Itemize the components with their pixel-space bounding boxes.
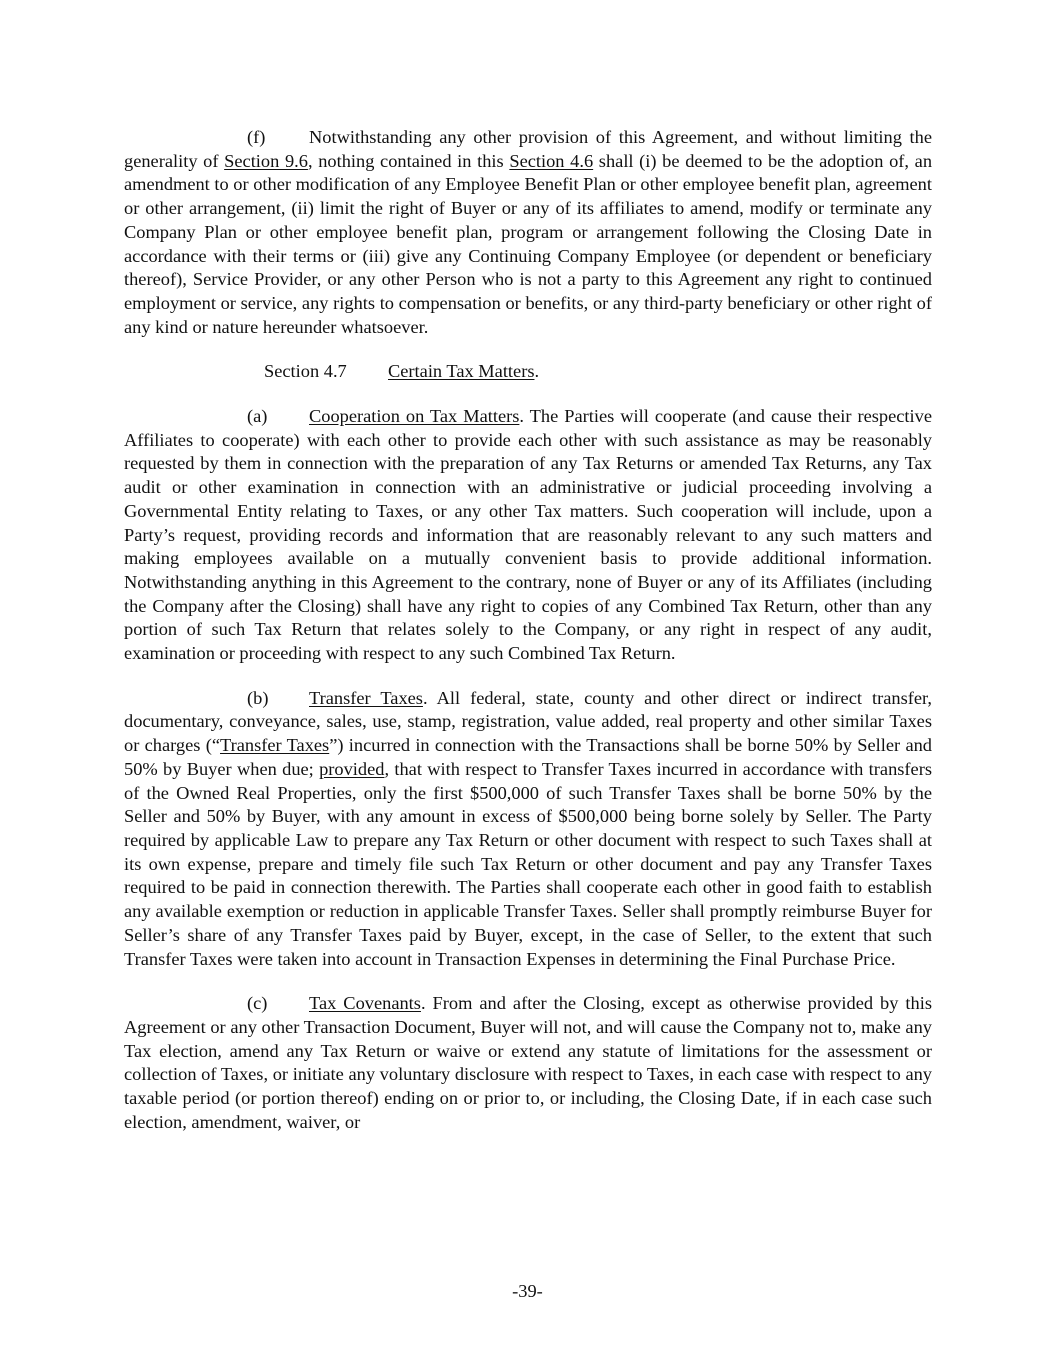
clause-title-a: Cooperation on Tax Matters — [309, 406, 520, 427]
clause-label-f: (f) — [247, 127, 266, 147]
paragraph-c — [124, 992, 932, 1134]
clause-label-c: (c) — [247, 993, 268, 1014]
clause-title-b: Transfer Taxes — [309, 687, 423, 708]
paragraph-f-text-3: shall (i) be deemed to be the adoption of, an amendment to or other modification of any Employee Benefit Plan or other employee benefit plan, agreement or other arrangement, (ii) limit the right of Buyer or any of its affiliates to amend, modify or terminate any Company Plan or other employee benefit plan, program or arrangement following the Closing Date in accordance with their terms or (iii) give any Continuing Company Employee (or dependent or beneficiary thereof), Service Provider, or any other Person who is not a party to this Agreement any right to continued employment or service, any rights to compensation or benefits, or any third-party beneficiary or other right of any kind or nature hereunder whatsoever. — [124, 150, 933, 337]
section-number: Section 4.7 — [264, 361, 347, 382]
page-number: -39- — [512, 1281, 543, 1301]
section-title: Certain Tax Matters — [388, 361, 535, 382]
section-reference-4-6: Section 4.6 — [509, 150, 594, 171]
paragraph-b — [124, 687, 932, 971]
paragraph-c-text: . From and after the Closing, except as otherwise provided by this Agreement or any other Transaction Document, Buyer will not, and will cause the Company not to, make any Tax election, amend any Tax Return or waive or extend any statute of limitations for the assessment or collection of Taxes, or initiate any voluntary disclosure with respect to Taxes, in each case with respect to any taxable period (or portion thereof) ending on or prior to, or including, the Closing Date, if in each case such election, amendment, waiver, or — [124, 993, 933, 1132]
paragraph-f-text-2: , nothing contained in this — [307, 150, 510, 171]
paragraph-a-text: . The Parties will cooperate (and cause their respective Affiliates to cooperate) with each other to provide each other with such assistance as may be reasonably requested by them in connection with the preparation of any Tax Returns or amended Tax Returns, any Tax audit or other examination in connection with an administrative or judicial proceeding involving a Governmental Entity relating to Taxes, or any other Tax matters. Such cooperation will include, upon a Party’s request, providing records and information that are reasonably relevant to any such matters and making employees available on a mutually convenient basis to provide additional information. Notwithstanding anything in this Agreement to the contrary, none of Buyer or any of its Affiliates (including the Company after the Closing) shall have any right to copies of any Combined Tax Return, other than any portion of such Tax Return that relates solely to the Company, or any right in respect of any audit, examination or proceeding with respect to any such Combined Tax Return. — [124, 406, 932, 664]
paragraph-f — [124, 126, 932, 339]
paragraph-b-text-1: . All federal, state, county and other direct or indirect transfer, documentary, conveyance, sales, use, stamp, registration, value added, real property and other similar Taxes or charges (“ — [124, 687, 933, 756]
defined-term-transfer-taxes: Transfer Taxes — [220, 735, 330, 756]
section-heading — [124, 360, 932, 384]
paragraph-b-text-3: , that with respect to Transfer Taxes incurred in accordance with transfers of the Owned Real Properties, only the first $500,000 of such Transfer Taxes shall be borne 50% by the Seller and 50% by Buyer, with any amount in excess of $500,000 being borne solely by Seller. The Party required by applicable Law to prepare any Tax Return or other document with respect to such Taxes shall at its own expense, prepare and timely file such Tax Return or other document and pay any Transfer Taxes required to be paid in connection therewith. The Parties shall cooperate each other in good faith to establish any available exemption or reduction in applicable Transfer Taxes. Seller shall promptly reimburse Buyer for Seller’s share of any Transfer Taxes paid by Buyer, except, in the case of Seller, to the extent that such Transfer Taxes were taken into account in Transaction Expenses in determining the Final Purchase Price. — [124, 758, 932, 969]
clause-label-a: (a) — [247, 406, 268, 427]
clause-title-c: Tax Covenants — [309, 993, 421, 1014]
paragraph-b-text-2: ”) incurred in connection with the Transactions shall be borne 50% by Seller and 50% by Buyer when due; — [124, 735, 933, 779]
section-title-period: . — [534, 361, 540, 382]
clause-label-b: (b) — [247, 687, 269, 708]
paragraph-a — [124, 405, 932, 666]
provided-term: provided — [319, 758, 385, 779]
document-page — [124, 126, 932, 1134]
section-reference-9-6: Section 9.6 — [224, 150, 308, 171]
paragraph-f-text-1: Notwithstanding any other provision of this Agreement, and without limiting the generality of — [124, 127, 932, 171]
